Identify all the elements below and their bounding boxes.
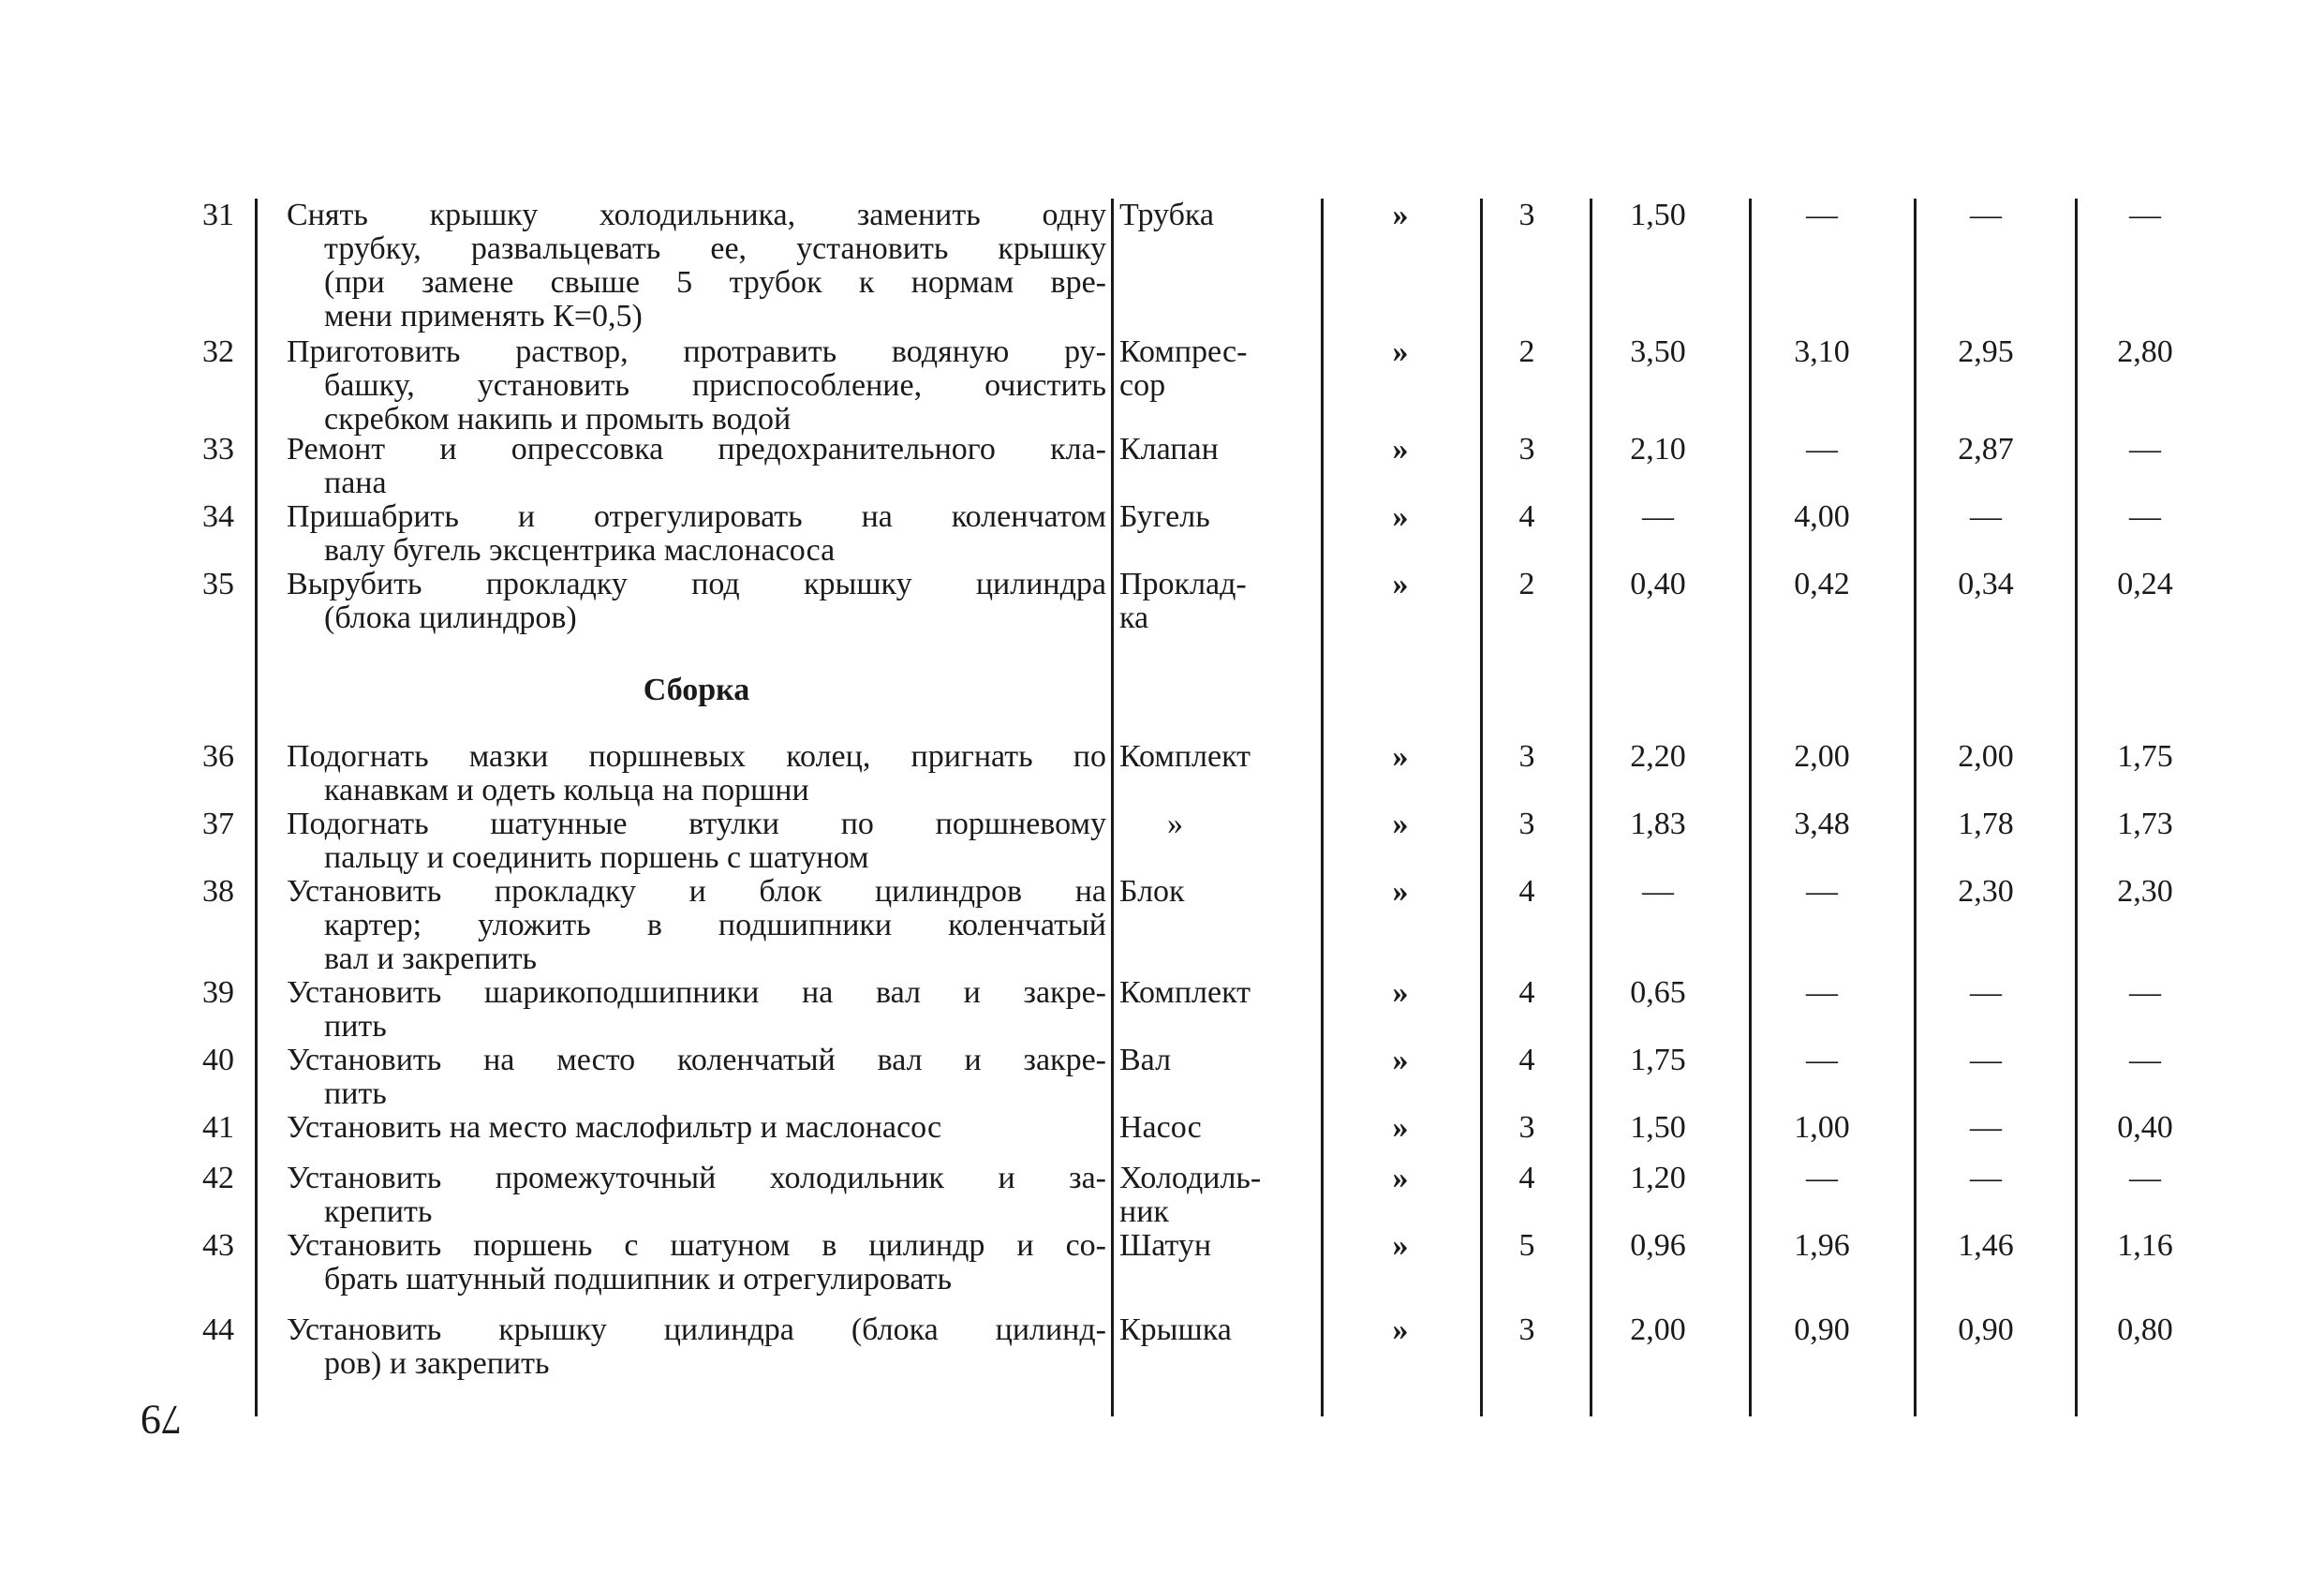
time-norm-1: 2,00 (1630, 1312, 1686, 1347)
row-number: 38 (202, 874, 234, 909)
operation-description (287, 568, 1106, 635)
unit-of-measure (1119, 199, 1307, 232)
row-number: 35 (202, 567, 234, 601)
unit-line: ка (1119, 600, 1149, 635)
column-rule (1749, 199, 1752, 1416)
time-norm-2: 3,10 (1794, 334, 1850, 369)
operation-description (287, 1229, 1106, 1297)
description-line: крепить (324, 1195, 433, 1229)
description-line: (при замене свыше 5 трубок к нормам вре- (324, 266, 1106, 300)
unit-of-measure (1119, 1111, 1307, 1145)
ditto-mark: » (1392, 499, 1409, 534)
time-norm-1: — (1642, 499, 1674, 534)
unit-of-measure (1119, 808, 1307, 841)
time-norm-4: 2,30 (2117, 874, 2173, 909)
time-norm-2: 0,42 (1794, 567, 1850, 601)
time-norm-3: 0,34 (1958, 567, 2014, 601)
description-line: пальцу и соединить поршень с шатуном (324, 841, 869, 875)
unit-line: Крышка (1119, 1312, 1232, 1347)
time-norm-4: 1,73 (2117, 807, 2173, 841)
time-norm-1: 0,40 (1630, 567, 1686, 601)
time-norm-3: — (1970, 198, 2002, 232)
unit-of-measure (1119, 1229, 1307, 1263)
ditto-mark: » (1392, 432, 1409, 467)
description-line: Установить шарикоподшипники на вал и закре- (287, 976, 1106, 1010)
unit-line: ник (1119, 1194, 1169, 1229)
description-line: Подогнать мазки поршневых колец, пригнать по (287, 740, 1106, 774)
time-norm-4: — (2129, 499, 2161, 534)
ditto-mark: » (1392, 874, 1409, 909)
unit-of-measure (1119, 976, 1307, 1010)
description-line: валу бугель эксцентрика маслонасоса (324, 534, 836, 568)
worker-grade: 3 (1518, 432, 1535, 467)
time-norm-1: 1,50 (1630, 198, 1686, 232)
operation-description (287, 808, 1106, 875)
unit-line: Компрес- (1119, 334, 1248, 369)
description-line: пить (324, 1077, 387, 1111)
section-heading: Сборка (643, 673, 750, 707)
description-line: картер; уложить в подшипники коленчатый (324, 909, 1106, 942)
description-line: Снять крышку холодильника, заменить одну (287, 199, 1106, 232)
unit-of-measure (1119, 1313, 1307, 1347)
unit-of-measure (1119, 500, 1307, 534)
description-line: Приготовить раствор, протравить водяную ру- (287, 335, 1106, 369)
time-norm-3: 2,87 (1958, 432, 2014, 467)
worker-grade: 4 (1518, 499, 1535, 534)
time-norm-2: 4,00 (1794, 499, 1850, 534)
description-line: пить (324, 1010, 387, 1044)
time-norm-1: 1,20 (1630, 1161, 1686, 1195)
time-norm-4: — (2129, 1043, 2161, 1077)
description-line: Подогнать шатунные втулки по поршневому (287, 808, 1106, 841)
worker-grade: 3 (1518, 1312, 1535, 1347)
time-norm-3: — (1970, 975, 2002, 1010)
time-norm-3: — (1970, 1110, 2002, 1145)
description-line: Пришабрить и отрегулировать на коленчатом (287, 500, 1106, 534)
unit-line: Шатун (1119, 1228, 1212, 1263)
description-line: Вырубить прокладку под крышку цилиндра (287, 568, 1106, 601)
operation-description (287, 740, 1106, 808)
time-norm-2: — (1806, 198, 1838, 232)
worker-grade: 4 (1518, 975, 1535, 1010)
ditto-mark: » (1392, 1228, 1409, 1263)
worker-grade: 3 (1518, 198, 1535, 232)
operation-description (287, 875, 1106, 976)
time-norm-4: 2,80 (2117, 334, 2173, 369)
unit-line: Насос (1119, 1110, 1202, 1145)
operation-description (287, 976, 1106, 1044)
time-norm-2: — (1806, 1043, 1838, 1077)
column-rule (1914, 199, 1917, 1416)
worker-grade: 2 (1518, 567, 1535, 601)
row-number: 34 (202, 499, 234, 534)
description-line: скребком накипь и промыть водой (324, 403, 792, 437)
unit-line: Комплект (1119, 975, 1251, 1010)
worker-grade: 2 (1518, 334, 1535, 369)
row-number: 33 (202, 432, 234, 467)
operation-description (287, 1313, 1106, 1381)
time-norm-2: — (1806, 874, 1838, 909)
unit-of-measure (1119, 335, 1307, 403)
ditto-mark: » (1392, 739, 1409, 774)
row-number: 41 (202, 1110, 234, 1145)
time-norm-4: 0,40 (2117, 1110, 2173, 1145)
description-line: вал и закрепить (324, 942, 538, 976)
time-norm-3: 0,90 (1958, 1312, 2014, 1347)
time-norm-3: 1,78 (1958, 807, 2014, 841)
worker-grade: 4 (1518, 1043, 1535, 1077)
description-line: Установить поршень с шатуном в цилиндр и со- (287, 1229, 1106, 1263)
row-number: 43 (202, 1228, 234, 1263)
description-line: Установить прокладку и блок цилиндров на (287, 875, 1106, 909)
time-norm-4: — (2129, 432, 2161, 467)
time-norm-3: 1,46 (1958, 1228, 2014, 1263)
row-number: 31 (202, 198, 234, 232)
ditto-mark: » (1392, 198, 1409, 232)
description-line: канавкам и одеть кольца на поршни (324, 774, 809, 808)
description-line: Установить на место маслофильтр и маслонасос (287, 1111, 942, 1145)
unit-line: Холодиль- (1119, 1161, 1262, 1195)
time-norm-4: — (2129, 975, 2161, 1010)
ditto-mark: » (1392, 567, 1409, 601)
time-norm-3: — (1970, 499, 2002, 534)
unit-of-measure (1119, 740, 1307, 774)
column-rule (1590, 199, 1592, 1416)
ditto-mark: » (1392, 334, 1409, 369)
description-line: Установить промежуточный холодильник и за- (287, 1162, 1106, 1195)
time-norm-1: 2,20 (1630, 739, 1686, 774)
row-number: 42 (202, 1161, 234, 1195)
unit-line: Блок (1119, 874, 1185, 909)
time-norm-1: 0,96 (1630, 1228, 1686, 1263)
row-number: 37 (202, 807, 234, 841)
time-norm-2: 2,00 (1794, 739, 1850, 774)
column-rule (2075, 199, 2078, 1416)
unit-line: Клапан (1119, 432, 1219, 467)
description-line: (блока цилиндров) (324, 601, 577, 635)
unit-of-measure (1119, 875, 1307, 909)
column-rule (1321, 199, 1324, 1416)
time-norm-3: 2,00 (1958, 739, 2014, 774)
time-norm-4: — (2129, 1161, 2161, 1195)
worker-grade: 4 (1518, 1161, 1535, 1195)
description-line: трубку, развальцевать ее, установить крышку (324, 232, 1106, 266)
description-line: пана (324, 467, 387, 500)
time-norm-4: 1,16 (2117, 1228, 2173, 1263)
time-norm-3: 2,95 (1958, 334, 2014, 369)
operation-description (287, 1162, 1106, 1229)
unit-of-measure (1119, 568, 1307, 635)
worker-grade: 4 (1518, 874, 1535, 909)
unit-line: » (1119, 807, 1183, 841)
unit-of-measure (1119, 1162, 1307, 1229)
time-norm-2: 1,96 (1794, 1228, 1850, 1263)
ditto-mark: » (1392, 1043, 1409, 1077)
time-norm-2: — (1806, 1161, 1838, 1195)
ditto-mark: » (1392, 1312, 1409, 1347)
time-norm-3: — (1970, 1043, 2002, 1077)
row-number: 44 (202, 1312, 234, 1347)
description-line: мени применять К=0,5) (324, 300, 643, 333)
unit-line: Трубка (1119, 198, 1214, 232)
time-norm-2: 0,90 (1794, 1312, 1850, 1347)
time-norm-4: 1,75 (2117, 739, 2173, 774)
time-norm-3: — (1970, 1161, 2002, 1195)
operation-description (287, 199, 1106, 333)
description-line: ров) и закрепить (324, 1347, 550, 1381)
time-norm-1: 1,50 (1630, 1110, 1686, 1145)
description-line: Установить на место коленчатый вал и закре- (287, 1044, 1106, 1077)
time-norm-4: 0,24 (2117, 567, 2173, 601)
time-norm-2: 1,00 (1794, 1110, 1850, 1145)
description-line: брать шатунный подшипник и отрегулировать (324, 1263, 953, 1297)
time-norm-2: — (1806, 432, 1838, 467)
time-norm-1: 0,65 (1630, 975, 1686, 1010)
description-line: Ремонт и опрессовка предохранительного кла- (287, 433, 1106, 467)
row-number: 36 (202, 739, 234, 774)
unit-line: Комплект (1119, 739, 1251, 774)
time-norm-2: 3,48 (1794, 807, 1850, 841)
time-norm-1: — (1642, 874, 1674, 909)
time-norm-1: 1,83 (1630, 807, 1686, 841)
time-norm-3: 2,30 (1958, 874, 2014, 909)
operation-description (287, 335, 1106, 437)
operation-description (287, 500, 1106, 568)
row-number: 40 (202, 1043, 234, 1077)
row-number: 39 (202, 975, 234, 1010)
worker-grade: 3 (1518, 1110, 1535, 1145)
time-norm-4: 0,80 (2117, 1312, 2173, 1347)
operation-description (287, 433, 1106, 500)
column-rule (255, 199, 258, 1416)
ditto-mark: » (1392, 807, 1409, 841)
unit-line: Бугель (1119, 499, 1210, 534)
worker-grade: 3 (1518, 739, 1535, 774)
description-line: башку, установить приспособление, очистить (324, 369, 1106, 403)
time-norm-1: 1,75 (1630, 1043, 1686, 1077)
ditto-mark: » (1392, 1161, 1409, 1195)
column-rule (1111, 199, 1114, 1416)
worker-grade: 3 (1518, 807, 1535, 841)
unit-line: сор (1119, 368, 1166, 403)
page-number: 79 (141, 1397, 182, 1443)
unit-of-measure (1119, 433, 1307, 467)
unit-line: Вал (1119, 1043, 1172, 1077)
unit-of-measure (1119, 1044, 1307, 1077)
time-norm-1: 3,50 (1630, 334, 1686, 369)
worker-grade: 5 (1518, 1228, 1535, 1263)
column-rule (1480, 199, 1483, 1416)
time-norm-4: — (2129, 198, 2161, 232)
time-norm-1: 2,10 (1630, 432, 1686, 467)
time-norm-2: — (1806, 975, 1838, 1010)
row-number: 32 (202, 334, 234, 369)
description-line: Установить крышку цилиндра (блока цилинд- (287, 1313, 1106, 1347)
operation-description (287, 1111, 1106, 1145)
unit-line: Проклад- (1119, 567, 1247, 601)
ditto-mark: » (1392, 1110, 1409, 1145)
ditto-mark: » (1392, 975, 1409, 1010)
operation-description (287, 1044, 1106, 1111)
